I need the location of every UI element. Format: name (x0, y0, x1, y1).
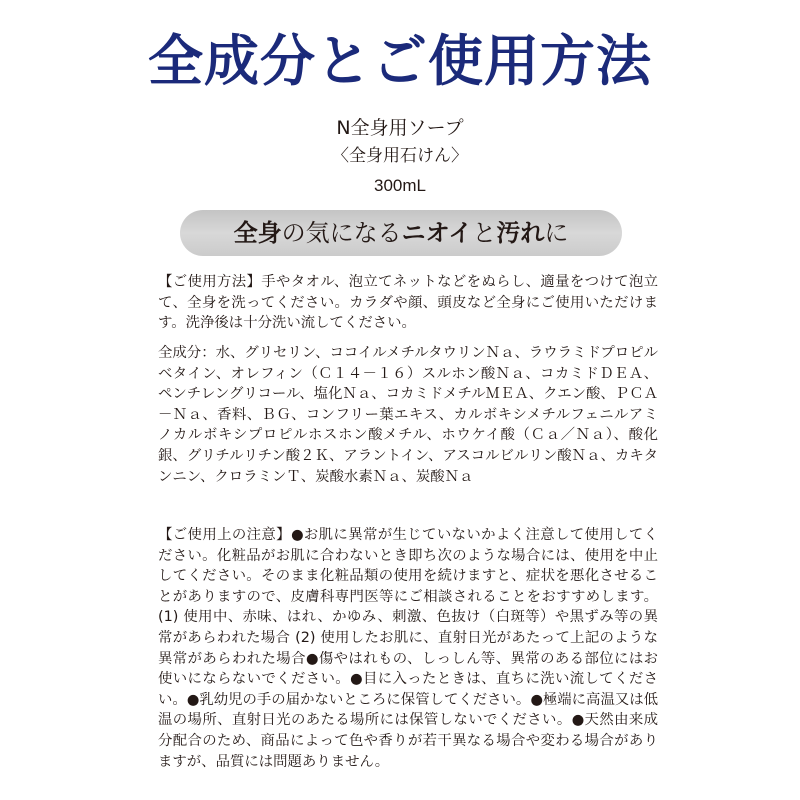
usage-cautions: 【ご使用上の注意】●お肌に異常が生じていないかよく注意して使用してください。化粧品がお肌に合わないとき即ち次のような場合には、使用を中止してください。そのまま化粧品類の使用を続けますと、症状を悪化させることがありますので、皮膚科専門医等にご相談されることをおすすめします。(1) 使用中、赤味、はれ、かゆみ、刺激、色抜け（白斑等）や黒ずみ等の異常があらわれた場合 (2) 使用したお肌に、直射日光があたって上記のような異常があらわれた場合●傷やはれもの、しっしん等、異常のある部位にはお使いにならないでください。●目に入ったときは、直ちに洗い流してください。●乳幼児の手の届かないところに保管してください。●極端に高温又は低温の場所、直射日光のあたる場所には保管しないでください。●天然由来成分配合のため、商品によって色や香りが若干異なる場合や変わる場合がありますが、品質には問題ありません。 (158, 527, 659, 770)
usage-instructions: 【ご使用方法】手やタオル、泡立てネットなどをぬらし、適量をつけて泡立て、全身を洗ってください。カラダや顔、頭皮など全身にご使用いただけます。洗浄後は十分洗い流してください。 (158, 274, 658, 332)
banner-text-odor: ニオイ (401, 219, 473, 247)
banner-text-dirt: 汚れ (496, 219, 545, 247)
product-subtitle: 〈全身用石けん〉 (332, 146, 468, 166)
banner-text-for: に (544, 219, 569, 247)
banner-text-whole-body: 全身 (233, 219, 282, 247)
product-name: N全身用ソープ (336, 117, 464, 139)
page-title: 全成分とご使用方法 (147, 29, 652, 93)
tagline-banner (180, 210, 622, 256)
product-volume: 300mL (374, 176, 426, 195)
banner-text-and: と (472, 219, 497, 247)
ingredients-list: 全成分：水、グリセリン、ココイルメチルタウリンＮａ、ラウラミドプロピルベタイン、オレフィン（Ｃ１４－１６）スルホン酸Ｎａ、コカミドＤＥＡ、ペンチレングリコール、塩化Ｎａ、コカミドメチルＭＥＡ、クエン酸、ＰＣＡ－Ｎａ、香料、ＢＧ、コンフリー葉エキス、カルボキシメチルフェニルアミノカルボキシプロピルホスホン酸メチル、ホウケイ酸（Ｃａ／Ｎａ）、酸化銀、グリチルリチン酸２Ｋ、アラントイン、アスコルビルリン酸Ｎａ、カキタンニン、クロラミンＴ、炭酸水素Ｎａ、炭酸Ｎａ (158, 345, 658, 485)
banner-text-concerning: の気になる (281, 219, 402, 247)
